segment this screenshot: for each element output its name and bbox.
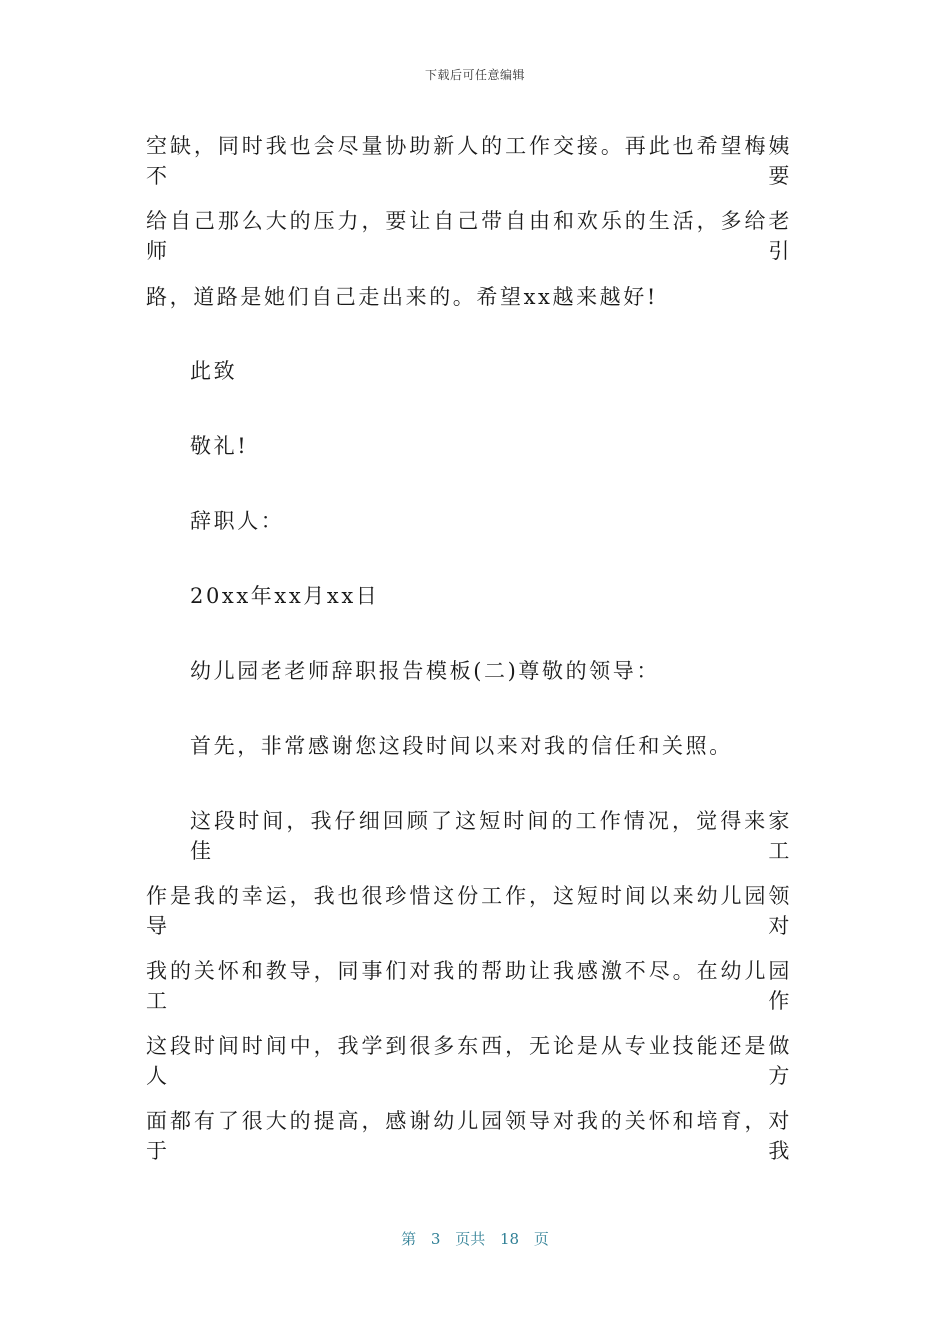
footer-suffix: 页: [533, 1230, 549, 1248]
text-line-11: 作是我的幸运，我也很珍惜这份工作，这短时间以来幼儿园领导对: [146, 884, 792, 938]
footer-middle: 页共: [455, 1230, 486, 1248]
current-page-number: 3: [430, 1230, 441, 1248]
text-line-13: 这段时间时间中，我学到很多东西，无论是从专业技能还是做人方: [146, 1034, 792, 1088]
text-line-14: 面都有了很大的提高，感谢幼儿园领导对我的关怀和培育，对于我: [146, 1109, 792, 1163]
section-title: 幼儿园老老师辞职报告模板(二)尊敬的领导：: [190, 659, 660, 683]
header-note: 下载后可任意编辑: [424, 68, 525, 82]
text-line-1: 空缺，同时我也会尽量协助新人的工作交接。再此也希望梅姨不要: [146, 134, 792, 188]
page-footer: [0, 1228, 950, 1249]
text-line-3: 路，道路是她们自己走出来的。希望xx越来越好!: [146, 285, 658, 309]
text-line-12: 我的关怀和教导，同事们对我的帮助让我感激不尽。在幼儿园工作: [146, 959, 792, 1013]
text-line-9: 首先，非常感谢您这段时间以来对我的信任和关照。: [190, 734, 733, 758]
total-page-count: 18: [500, 1230, 520, 1248]
closing-regards: 敬礼!: [190, 434, 249, 458]
text-line-2: 给自己那么大的压力，要让自己带自由和欢乐的生活，多给老师引: [146, 209, 792, 263]
date-line: 20xx年xx月xx日: [190, 584, 380, 608]
closing-salutation: 此致: [190, 359, 238, 383]
signature-label: 辞职人：: [190, 509, 285, 533]
text-line-10: 这段时间，我仔细回顾了这短时间的工作情况，觉得来家佳工: [190, 809, 792, 863]
footer-prefix: 第: [401, 1230, 417, 1248]
